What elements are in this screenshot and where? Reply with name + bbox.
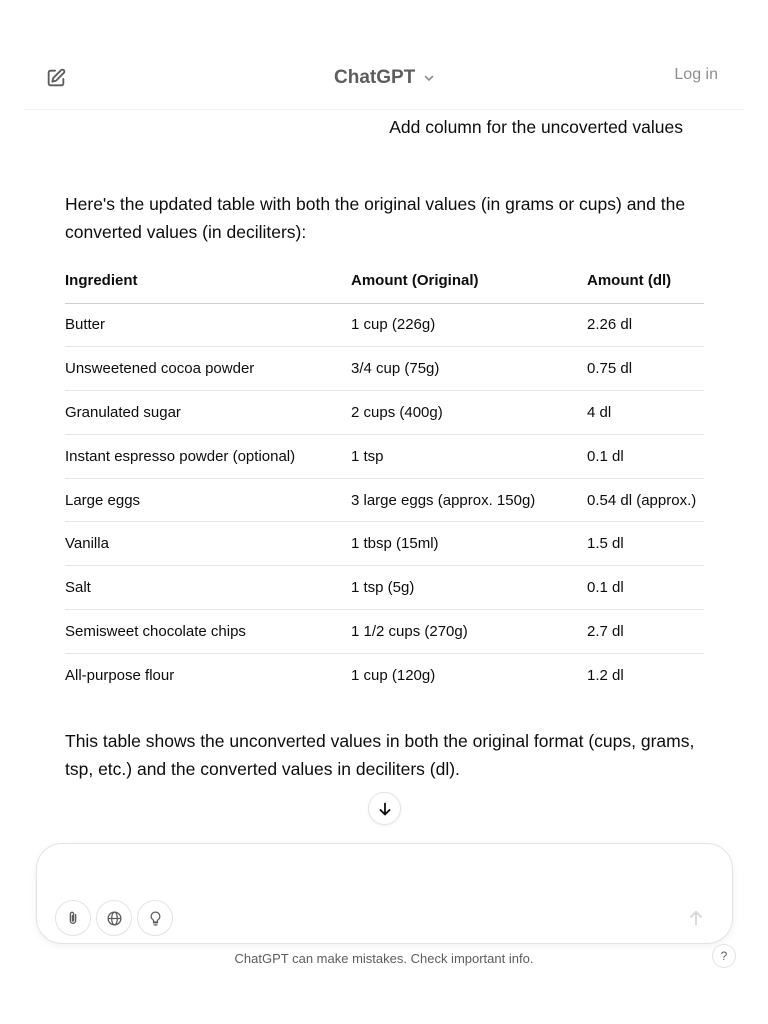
cell-amount-original: 1 cup (226g)	[351, 303, 587, 347]
paperclip-icon	[65, 910, 81, 926]
cell-ingredient: All-purpose flour	[65, 667, 175, 685]
disclaimer-text: ChatGPT can make mistakes. Check important info.	[234, 951, 534, 966]
table-row	[65, 478, 704, 522]
table-row	[65, 303, 704, 347]
message-input[interactable]	[59, 858, 699, 888]
table-row	[65, 522, 704, 566]
scroll-to-bottom-button[interactable]	[368, 792, 401, 825]
globe-icon	[106, 910, 123, 927]
lightbulb-icon	[147, 910, 164, 927]
attach-button[interactable]	[55, 900, 91, 936]
cell-amount-original: 1 tsp	[351, 434, 587, 478]
table-row	[65, 566, 704, 610]
cell-amount-original: 3 large eggs (approx. 150g)	[351, 478, 587, 522]
edit-icon	[45, 67, 67, 89]
cell-ingredient: Salt	[65, 566, 351, 610]
cell-amount-dl: 0.54 dl (approx.)	[587, 478, 704, 522]
cell-amount-original: 1 cup (120g)	[351, 667, 436, 685]
cell-amount-dl: 0.75 dl	[587, 347, 704, 391]
table-row	[65, 391, 704, 435]
cell-amount-dl: 2.7 dl	[587, 610, 704, 654]
column-header-ingredient: Ingredient	[65, 258, 351, 303]
table-row	[65, 653, 704, 697]
cell-amount-dl: 1.2 dl	[587, 667, 624, 685]
assistant-outro: This table shows the unconverted values in both the original format (cups, grams, tsp, etc.) and the converted values in deciliters (dl).	[65, 731, 695, 779]
user-message: Add column for the uncoverted values	[389, 117, 683, 137]
arrow-down-icon	[377, 801, 393, 817]
cell-amount-dl: 4 dl	[587, 391, 704, 435]
send-button[interactable]	[682, 904, 710, 932]
cell-ingredient: Butter	[65, 303, 351, 347]
ingredient-table	[65, 258, 704, 697]
table-header-row	[65, 258, 704, 303]
model-name: ChatGPT	[334, 67, 416, 88]
cell-amount-original: 1 tbsp (15ml)	[351, 522, 587, 566]
cell-ingredient: Large eggs	[65, 478, 351, 522]
column-header-amount-dl: Amount (dl)	[587, 258, 704, 303]
help-button[interactable]: ?	[712, 944, 736, 968]
cell-amount-dl: 0.1 dl	[587, 434, 704, 478]
table-row	[65, 610, 704, 654]
arrow-up-icon	[687, 909, 705, 927]
cell-amount-original: 1 tsp (5g)	[351, 566, 587, 610]
cell-ingredient: Granulated sugar	[65, 391, 351, 435]
chevron-down-icon	[423, 72, 435, 84]
top-bar	[24, 46, 744, 110]
cell-ingredient: Vanilla	[65, 522, 351, 566]
table-row	[65, 434, 704, 478]
cell-amount-original: 2 cups (400g)	[351, 391, 587, 435]
cell-amount-original: 3/4 cup (75g)	[351, 347, 587, 391]
cell-ingredient: Unsweetened cocoa powder	[65, 347, 351, 391]
cell-ingredient: Semisweet chocolate chips	[65, 610, 351, 654]
assistant-intro: Here's the updated table with both the original values (in grams or cups) and the converted values (in deciliters):	[65, 194, 686, 242]
new-chat-button[interactable]	[42, 64, 70, 92]
model-switcher[interactable]	[334, 64, 435, 92]
cell-amount-dl: 0.1 dl	[587, 566, 704, 610]
cell-amount-dl: 1.5 dl	[587, 522, 704, 566]
reason-button[interactable]	[137, 900, 173, 936]
login-button[interactable]: Log in	[674, 66, 718, 83]
table-row	[65, 347, 704, 391]
cell-amount-dl: 2.26 dl	[587, 303, 704, 347]
column-header-amount-original: Amount (Original)	[351, 258, 587, 303]
cell-amount-original: 1 1/2 cups (270g)	[351, 610, 587, 654]
search-web-button[interactable]	[96, 900, 132, 936]
cell-ingredient: Instant espresso powder (optional)	[65, 434, 351, 478]
message-composer	[36, 843, 733, 944]
